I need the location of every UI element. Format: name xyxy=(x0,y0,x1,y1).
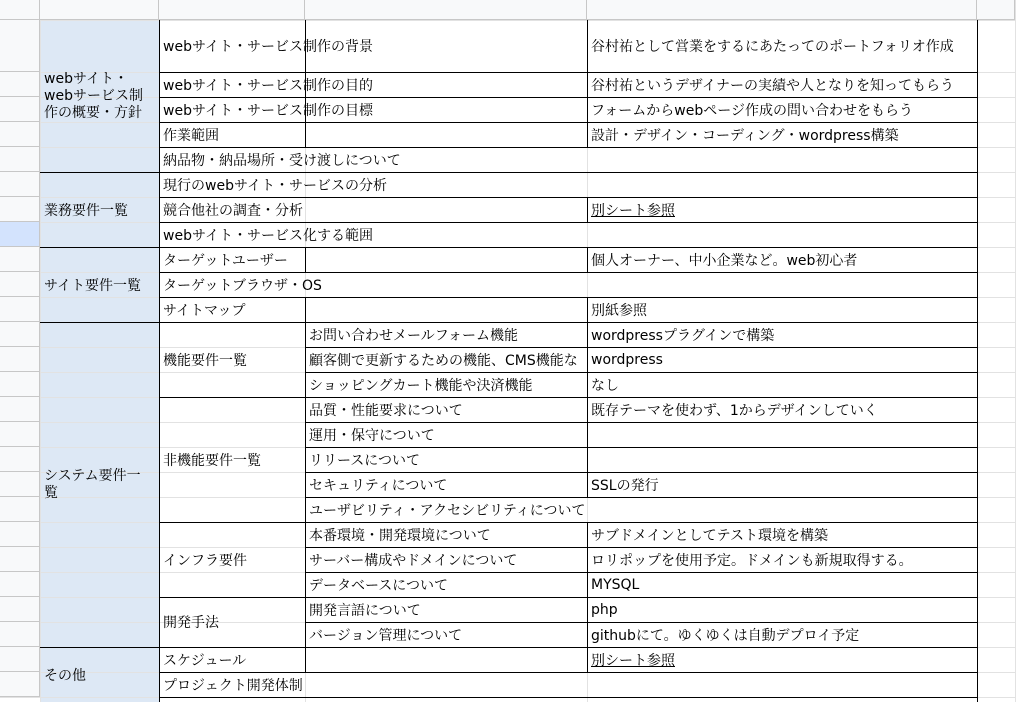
cell-b12[interactable] xyxy=(159,322,305,397)
cell-text: githubにて。ゆくゆくは自動デプロイ予定 xyxy=(591,627,860,644)
cell-text: php xyxy=(591,601,618,618)
cell-text: 顧客側で更新するための機能、CMS機能な xyxy=(309,352,578,369)
cell-d1[interactable] xyxy=(587,20,977,72)
cell-text: 運用・保守について xyxy=(309,427,435,444)
cell-b7[interactable] xyxy=(159,197,305,222)
cell-text: リリースについて xyxy=(309,452,421,469)
row-header-6[interactable] xyxy=(0,172,40,197)
cell-c18[interactable] xyxy=(305,472,587,497)
row-header-19[interactable] xyxy=(0,497,40,522)
cell-text: 本番環境・開発環境について xyxy=(309,527,491,544)
cell-text: インフラ要件 xyxy=(163,552,247,569)
row-header-1[interactable] xyxy=(0,20,40,72)
cell-text: 現行のwebサイト・サービスの分析 xyxy=(163,177,387,194)
cell-text: サブドメインとしてテスト環境を構築 xyxy=(591,527,829,544)
cell-text: MYSQL xyxy=(591,576,640,593)
cell-b2[interactable] xyxy=(159,72,373,97)
cell-b1[interactable] xyxy=(159,20,373,72)
cell-text: 機能要件一覧 xyxy=(163,352,247,369)
cell-text: wordpress xyxy=(591,351,663,368)
cell-b5[interactable] xyxy=(159,147,401,172)
cell-text: サイトマップ xyxy=(163,302,246,319)
cell-text: 作業範囲 xyxy=(163,127,219,144)
cell-text: 開発言語について xyxy=(309,602,421,619)
cell-text: ユーザビリティ・アクセシビリティについて xyxy=(309,502,586,519)
row-header-11[interactable] xyxy=(0,297,40,322)
cell-c24[interactable] xyxy=(305,622,587,647)
cell-d21[interactable] xyxy=(587,547,977,572)
row-header-5[interactable] xyxy=(0,147,40,172)
cell-a12[interactable] xyxy=(40,322,159,647)
cell-text: 別紙参照 xyxy=(591,302,647,319)
cell-border xyxy=(977,20,978,702)
cell-c17[interactable] xyxy=(305,447,587,472)
cell-text: データベースについて xyxy=(309,577,449,594)
cell-text: 納品物・納品場所・受け渡しについて xyxy=(163,152,401,169)
cell-b9[interactable] xyxy=(159,247,305,272)
column-header-c[interactable] xyxy=(305,0,587,20)
cell-border xyxy=(305,297,306,322)
cell-text: ターゲットブラウザ・OS xyxy=(163,277,322,294)
cell-text: 非機能要件一覧 xyxy=(163,452,261,469)
row-header-4[interactable] xyxy=(0,122,40,147)
row-header-7[interactable] xyxy=(0,197,40,222)
cell-text: その他 xyxy=(44,667,86,684)
cell-d18[interactable] xyxy=(587,472,977,497)
row-header-22[interactable] xyxy=(0,572,40,597)
row-header-14[interactable] xyxy=(0,372,40,397)
row-header-3[interactable] xyxy=(0,97,40,122)
cell-text: なし xyxy=(591,377,619,394)
column-header-b[interactable] xyxy=(159,0,305,20)
cell-border xyxy=(305,647,306,672)
cell-d15[interactable] xyxy=(587,397,977,422)
cell-text: 既存テーマを使わず、1からデザインしていく xyxy=(591,402,878,419)
cell-text: 別シート参照 xyxy=(591,652,675,669)
cell-b3[interactable] xyxy=(159,97,373,122)
row-header-23[interactable] xyxy=(0,597,40,622)
cell-b10[interactable] xyxy=(159,272,322,297)
row-header-10[interactable] xyxy=(0,272,40,297)
cell-border xyxy=(305,247,306,272)
cell-text: webサイト・サービス化する範囲 xyxy=(163,227,373,244)
cell-b26[interactable] xyxy=(159,672,305,697)
cell-c19[interactable] xyxy=(305,497,977,522)
row-header-26[interactable] xyxy=(0,672,40,697)
cell-b4[interactable] xyxy=(159,122,305,147)
cell-d20[interactable] xyxy=(587,522,977,547)
row-header-20[interactable] xyxy=(0,522,40,547)
cell-d23[interactable] xyxy=(587,597,977,622)
cell-d2[interactable] xyxy=(587,72,977,97)
cell-d25[interactable] xyxy=(587,647,977,672)
cell-border xyxy=(305,122,306,147)
cell-d4[interactable] xyxy=(587,122,977,147)
cell-c13[interactable] xyxy=(305,347,587,372)
cell-text: 別シート参照 xyxy=(591,202,675,219)
column-header-e[interactable] xyxy=(977,0,1015,20)
cell-b11[interactable] xyxy=(159,297,305,322)
row-header-15[interactable] xyxy=(0,397,40,422)
cell-text: webサイト・サービス制作の目的 xyxy=(163,77,373,94)
row-header-25[interactable] xyxy=(0,647,40,672)
row-header-18[interactable] xyxy=(0,472,40,497)
cell-d22[interactable] xyxy=(587,572,977,597)
cell-text: ターゲットユーザー xyxy=(163,252,288,269)
cell-b25[interactable] xyxy=(159,647,305,672)
cell-text: セキュリティについて xyxy=(309,477,448,494)
cell-text: お問い合わせメールフォーム機能 xyxy=(309,327,519,344)
cell-text: ロリポップを使用予定。ドメインも新規取得する。 xyxy=(591,552,913,569)
cell-d7[interactable] xyxy=(587,197,977,222)
cell-a6[interactable] xyxy=(40,172,159,247)
cell-text: フォームからwebページ作成の問い合わせをもらう xyxy=(591,102,913,119)
row-header-2[interactable] xyxy=(0,72,40,97)
row-header-24[interactable] xyxy=(0,622,40,647)
cell-b23[interactable] xyxy=(159,597,305,647)
cell-text: 個人オーナー、中小企業など。web初心者 xyxy=(591,252,858,269)
cell-text: サーバー構成やドメインについて xyxy=(309,552,518,569)
cell-text: サイト要件一覧 xyxy=(44,277,142,294)
column-header-a[interactable] xyxy=(40,0,159,20)
cell-d11[interactable] xyxy=(587,297,977,322)
cell-b8[interactable] xyxy=(159,222,373,247)
cell-text: バージョン管理について xyxy=(309,627,463,644)
cell-text: wordpressプラグインで構築 xyxy=(591,327,775,344)
column-header-d[interactable] xyxy=(587,0,977,20)
row-header-17[interactable] xyxy=(0,447,40,472)
cell-text: システム要件一 覧 xyxy=(44,467,141,501)
cell-text: 設計・デザイン・コーディング・wordpress構築 xyxy=(591,127,899,144)
cell-text: スケジュール xyxy=(163,652,247,669)
cell-text: 品質・性能要求について xyxy=(309,402,463,419)
cell-d13[interactable] xyxy=(587,347,977,372)
row-header-9[interactable] xyxy=(0,247,40,272)
select-all-corner[interactable] xyxy=(0,0,40,20)
cell-c12[interactable] xyxy=(305,322,587,347)
cell-d9[interactable] xyxy=(587,247,977,272)
cell-d12[interactable] xyxy=(587,322,977,347)
cell-d3[interactable] xyxy=(587,97,977,122)
cell-b15[interactable] xyxy=(159,397,305,522)
cell-c14[interactable] xyxy=(305,372,587,397)
cell-text: 谷村祐として営業をするにあたってのポートフォリオ作成 xyxy=(591,39,954,55)
cell-c15[interactable] xyxy=(305,397,587,422)
cell-text: 業務要件一覧 xyxy=(44,202,128,219)
cell-text: 谷村祐というデザイナーの実績や人となりを知ってもらう xyxy=(591,77,955,94)
row-header-16[interactable] xyxy=(0,422,40,447)
cell-text: 開発手法 xyxy=(163,615,219,631)
cell-d24[interactable] xyxy=(587,622,977,647)
cell-c20[interactable] xyxy=(305,522,587,547)
cell-b20[interactable] xyxy=(159,522,305,597)
cell-a26[interactable] xyxy=(40,647,159,702)
cell-c16[interactable] xyxy=(305,422,587,447)
cell-c23[interactable] xyxy=(305,597,587,622)
row-header-8[interactable] xyxy=(0,222,40,247)
cell-a1[interactable] xyxy=(40,20,159,172)
cell-text: webサイト・サービス制作の目標 xyxy=(163,102,373,119)
cell-text: webサイト・サービス制作の背景 xyxy=(163,39,373,55)
cell-c21[interactable] xyxy=(305,547,587,572)
cell-a9[interactable] xyxy=(40,247,159,322)
cell-text: プロジェクト開発体制 xyxy=(163,677,303,694)
cell-text: 競合他社の調査・分析 xyxy=(163,202,303,219)
row-header-12[interactable] xyxy=(0,322,40,347)
cell-text: ショッピングカート機能や決済機能 xyxy=(309,377,533,394)
cell-text: SSLの発行 xyxy=(591,477,659,494)
cell-b6[interactable] xyxy=(159,172,387,197)
cell-d14[interactable] xyxy=(587,372,977,397)
row-header-21[interactable] xyxy=(0,547,40,572)
cell-text: webサイト・ webサービス制 作の概要・方針 xyxy=(44,70,143,121)
cell-border xyxy=(159,697,977,698)
row-header-13[interactable] xyxy=(0,347,40,372)
cell-c22[interactable] xyxy=(305,572,587,597)
